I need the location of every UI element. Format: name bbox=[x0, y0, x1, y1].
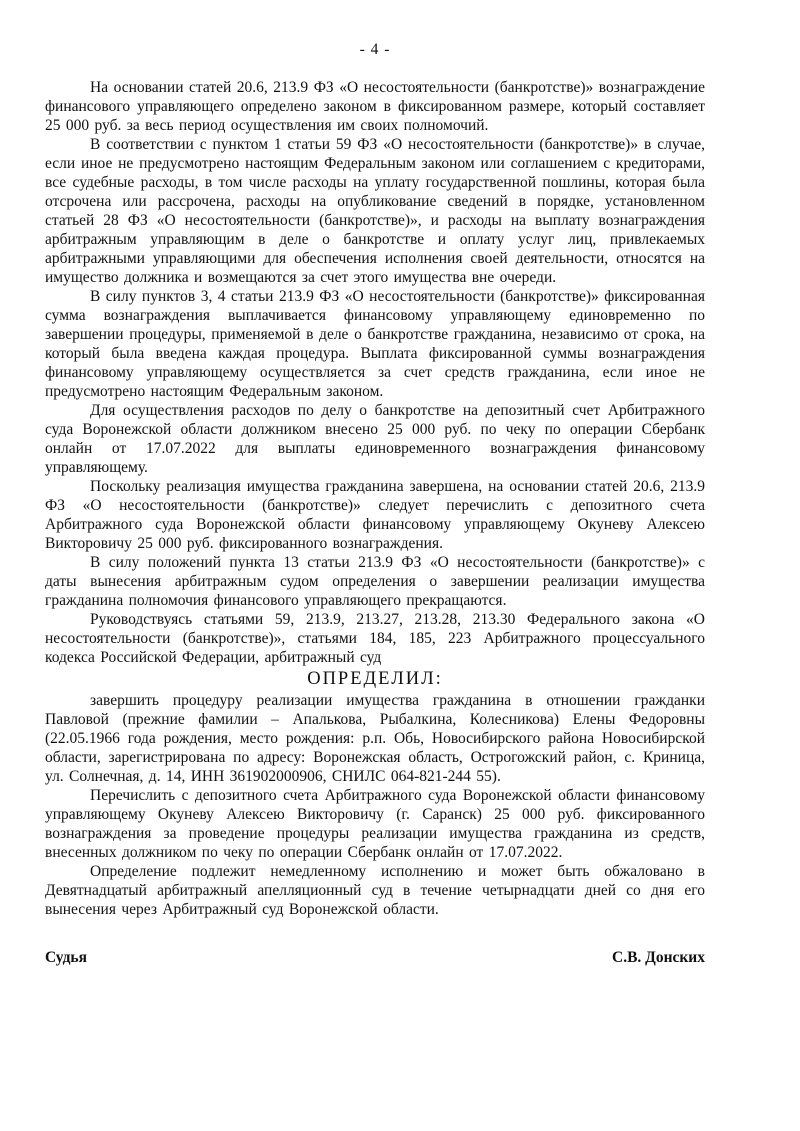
paragraph-fixed-fee-payment: В силу пунктов 3, 4 статьи 213.9 ФЗ «О несостоятельности (банкротстве)» фиксированная сумма вознаграждения выплачивается финансовому управляющему единовременно по завершении процедуры, применяемой в деле о банкротстве гражданина, независимо от срока, на который была введена каждая процедура. Выплата фиксированной суммы вознаграждения финансовому управляющему осуществляется за счет средств гражданина, если иное не предусмотрено настоящим Федеральным законом. bbox=[45, 288, 705, 400]
ruling-paragraph-appeal-rights: Определение подлежит немедленному исполнению и может быть обжаловано в Девятнадцатый арбитражный апелляционный суд в течение четырнадцати дней со дня его вынесения через Арбитражный суд Воронежской области. bbox=[45, 863, 705, 918]
paragraph-deposit-account: Для осуществления расходов по делу о банкротстве на депозитный счет Арбитражного суда Воронежской области должником внесено 25 000 руб. по чеку по операции Сбербанк онлайн от 17.07.2022 для выплаты единовременного вознаграждения финансовому управляющему. bbox=[45, 402, 705, 476]
paragraph-transfer-to-manager: Поскольку реализация имущества гражданина завершена, на основании статей 20.6, 213.9 ФЗ «О несостоятельности (банкротстве)» следует перечислить с депозитного счета Арбитражного суда Воронежской области финансовому управляющему Окуневу Алексею Викторовичу 25 000 руб. фиксированного вознаграждения. bbox=[45, 478, 705, 552]
ruling-paragraph-transfer-funds: Перечислить с депозитного счета Арбитражного суда Воронежской области финансовому управляющему Окуневу Алексею Викторовичу (г. Саранск) 25 000 руб. фиксированного вознаграждения за проведение процедуры реализации имущества гражданина из средств, внесенных должником по чеку по операции Сбербанк онлайн от 17.07.2022. bbox=[45, 787, 705, 861]
judge-name: С.В. Донских bbox=[612, 949, 705, 966]
signature-row bbox=[45, 948, 705, 967]
paragraph-guided-by-articles: Руководствуясь статьями 59, 213.9, 213.27, 213.28, 213.30 Федерального закона «О несостоятельности (банкротстве)», статьями 184, 185, 223 Арбитражного процессуального кодекса Российской Федерации, арбитражный суд bbox=[45, 611, 705, 666]
ruling-heading: ОПРЕДЕЛИЛ: bbox=[307, 669, 443, 689]
page-number: - 4 - bbox=[359, 41, 391, 58]
judge-role-label: Судья bbox=[45, 949, 88, 966]
ruling-paragraph-complete-procedure: завершить процедуру реализации имущества гражданина в отношении гражданки Павловой (прежние фамилии – Апалькова, Рыбалкина, Колесникова) Елены Федоровны (22.05.1966 года рождения, место рождения: р.п. Обь, Новосибирского района Новосибирской области, зарегистрирована по адресу: Воронежская область, Острогожский район, с. Криница, ул. Солнечная, д. 14, ИНН 361902000906, СНИЛС 064-821-244 55). bbox=[45, 692, 705, 785]
paragraph-article-59-costs: В соответствии с пунктом 1 статьи 59 ФЗ «О несостоятельности (банкротстве)» в случае, если иное не предусмотрено настоящим Федеральным законом или соглашением с кредиторами, все судебные расходы, в том числе расходы на уплату государственной пошлины, которая была отсрочена или рассрочена, расходы на опубликование сведений в порядке, установленном статьей 28 ФЗ «О несостоятельности (банкротстве)», и расходы на выплату вознаграждения арбитражным управляющим в деле о банкротстве и оплату услуг лиц, привлекаемых арбитражными управляющими для обеспечения исполнения своей деятельности, относятся на имущество должника и возмещаются за счет этого имущества вне очереди. bbox=[45, 136, 705, 286]
paragraph-legal-basis-fee: На основании статей 20.6, 213.9 ФЗ «О несостоятельности (банкротстве)» вознаграждение финансового управляющего определено законом в фиксированном размере, который составляет 25 000 руб. за весь период осуществления им своих полномочий. bbox=[45, 79, 705, 134]
paragraph-powers-termination: В силу положений пункта 13 статьи 213.9 ФЗ «О несостоятельности (банкротстве)» с даты вынесения арбитражным судом определения о завершении реализации имущества гражданина полномочия финансового управляющего прекращаются. bbox=[45, 554, 705, 609]
